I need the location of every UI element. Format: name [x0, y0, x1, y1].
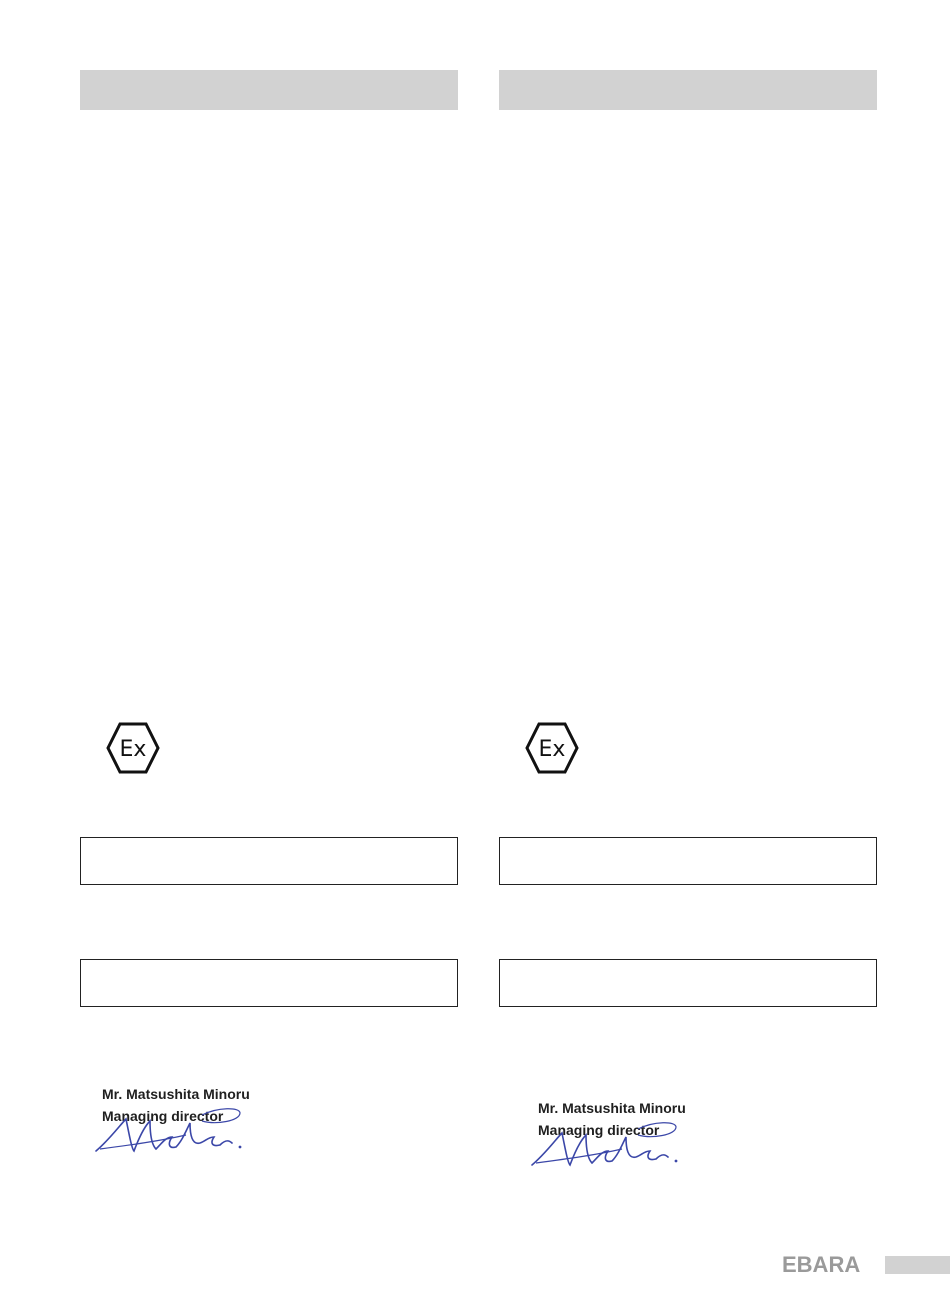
info-box — [499, 959, 877, 1007]
ex-mark-text: Ex — [538, 737, 566, 762]
ex-mark-text: Ex — [119, 737, 147, 762]
signatory-title: Managing director — [538, 1122, 660, 1138]
section-header-bar — [80, 70, 458, 110]
ex-mark-icon — [106, 722, 160, 774]
info-box — [80, 959, 458, 1007]
page-number-bar — [885, 1256, 950, 1274]
signature-block — [102, 1083, 342, 1127]
signature-block — [538, 1097, 778, 1141]
signatory-name: Mr. Matsushita Minoru — [538, 1100, 686, 1116]
info-box — [499, 837, 877, 885]
ex-mark-icon — [525, 722, 579, 774]
handwritten-signature — [90, 1105, 250, 1167]
info-box — [80, 837, 458, 885]
section-header-bar — [499, 70, 877, 110]
left-column — [80, 0, 458, 1315]
handwritten-signature — [526, 1119, 686, 1181]
signatory-title: Managing director — [102, 1108, 224, 1124]
ebara-logo: EBARA — [782, 1252, 861, 1277]
signatory-name: Mr. Matsushita Minoru — [102, 1086, 250, 1102]
right-column — [499, 0, 877, 1315]
